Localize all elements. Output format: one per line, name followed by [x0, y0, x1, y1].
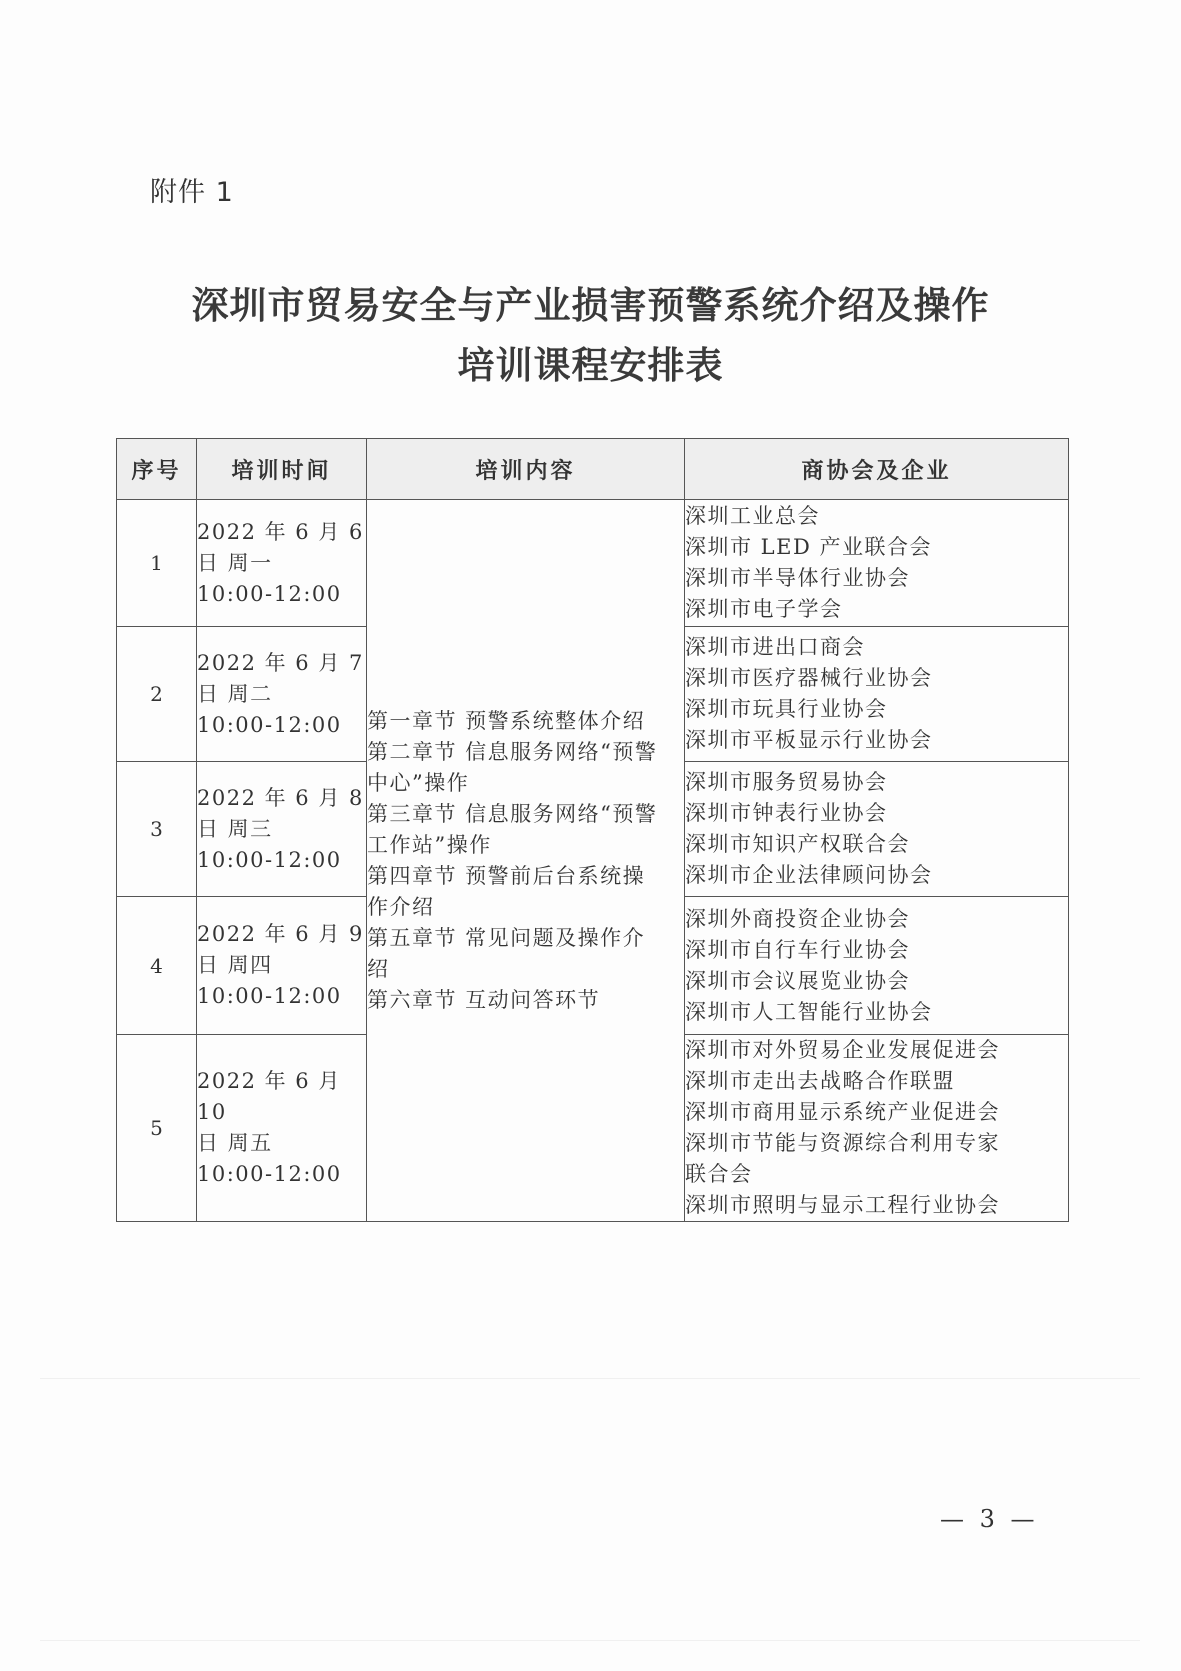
content-line: 作介绍	[367, 894, 435, 919]
org-item: 深圳市人工智能行业协会	[685, 999, 933, 1024]
org-item: 深圳市半导体行业协会	[685, 566, 910, 590]
time-hours: 10:00-12:00	[197, 984, 342, 1008]
content-line: 绍	[367, 956, 390, 981]
org-item: 深圳市商用显示系统产业促进会	[685, 1100, 1000, 1124]
row-seq: 3	[117, 762, 197, 897]
header-seq: 序号	[117, 439, 197, 500]
scan-divider	[40, 1640, 1140, 1641]
time-date: 2022 年 6 月 7	[197, 650, 364, 675]
attachment-label: 附件 1	[150, 177, 234, 208]
row-time	[197, 500, 367, 627]
time-weekday: 日 周三	[197, 816, 273, 841]
org-item: 深圳市服务贸易协会	[685, 770, 888, 794]
content-line: 第一章节 预警系统整体介绍	[367, 708, 646, 733]
row-time	[197, 627, 367, 762]
content-line: 第四章节 预警前后台系统操	[367, 863, 646, 888]
org-item: 深圳市玩具行业协会	[685, 697, 888, 721]
time-date: 2022 年 6 月 9	[197, 922, 364, 946]
training-content-cell	[367, 500, 685, 1222]
time-weekday: 日 周四	[197, 953, 273, 977]
row-time	[197, 1035, 367, 1222]
time-weekday: 日 周二	[197, 681, 273, 706]
org-item: 深圳市走出去战略合作联盟	[685, 1069, 955, 1093]
org-item: 深圳市知识产权联合会	[685, 832, 910, 856]
org-item: 深圳市 LED 产业联合会	[685, 535, 932, 559]
row-orgs	[685, 627, 1069, 762]
org-item: 深圳工业总会	[685, 504, 820, 528]
org-item: 深圳市自行车行业协会	[685, 937, 910, 962]
org-item: 深圳市电子学会	[685, 597, 843, 621]
time-weekday: 日 周五	[197, 1131, 273, 1155]
org-item: 深圳市企业法律顾问协会	[685, 863, 933, 887]
org-item: 深圳市进出口商会	[685, 635, 865, 659]
row-orgs	[685, 762, 1069, 897]
row-time	[197, 897, 367, 1035]
org-item: 联合会	[685, 1162, 753, 1186]
document-title-line-2: 培训课程安排表	[457, 343, 724, 387]
row-seq: 1	[117, 500, 197, 627]
time-hours: 10:00-12:00	[197, 712, 342, 737]
row-seq: 5	[117, 1035, 197, 1222]
row-orgs	[685, 500, 1069, 627]
org-item: 深圳市钟表行业协会	[685, 801, 888, 825]
content-line: 第二章节 信息服务网络“预警	[367, 739, 658, 764]
document-title-line-1: 深圳市贸易安全与产业损害预警系统介绍及操作	[191, 283, 990, 327]
org-item: 深圳市平板显示行业协会	[685, 728, 933, 752]
org-item: 深圳市会议展览业协会	[685, 968, 910, 993]
scan-divider	[40, 1378, 1140, 1379]
content-line: 工作站”操作	[367, 832, 492, 857]
row-orgs	[685, 897, 1069, 1035]
row-seq: 2	[117, 627, 197, 762]
content-line: 第五章节 常见问题及操作介	[367, 925, 646, 950]
org-item: 深圳市对外贸易企业发展促进会	[685, 1038, 1000, 1062]
header-time: 培训时间	[197, 439, 367, 500]
header-content: 培训内容	[367, 439, 685, 500]
org-item: 深圳市照明与显示工程行业协会	[685, 1193, 1000, 1217]
content-line: 第三章节 信息服务网络“预警	[367, 801, 658, 826]
page-number: — 3 —	[940, 1505, 1039, 1533]
time-date: 2022 年 6 月 6	[197, 519, 364, 544]
time-hours: 10:00-12:00	[197, 1162, 342, 1186]
time-hours: 10:00-12:00	[197, 847, 342, 872]
content-line: 第六章节 互动问答环节	[367, 987, 601, 1012]
table-header-row	[117, 439, 1069, 500]
time-weekday: 日 周一	[197, 550, 273, 575]
table-row	[117, 500, 1069, 627]
org-item: 深圳外商投资企业协会	[685, 906, 910, 931]
time-date: 2022 年 6 月 10	[197, 1069, 341, 1124]
training-schedule-table	[116, 438, 1069, 1222]
header-orgs: 商协会及企业	[685, 439, 1069, 500]
org-item: 深圳市节能与资源综合利用专家	[685, 1131, 1000, 1155]
content-line: 中心”操作	[367, 770, 470, 795]
row-time	[197, 762, 367, 897]
row-seq: 4	[117, 897, 197, 1035]
time-hours: 10:00-12:00	[197, 581, 342, 606]
time-date: 2022 年 6 月 8	[197, 785, 364, 810]
org-item: 深圳市医疗器械行业协会	[685, 666, 933, 690]
row-orgs	[685, 1035, 1069, 1222]
